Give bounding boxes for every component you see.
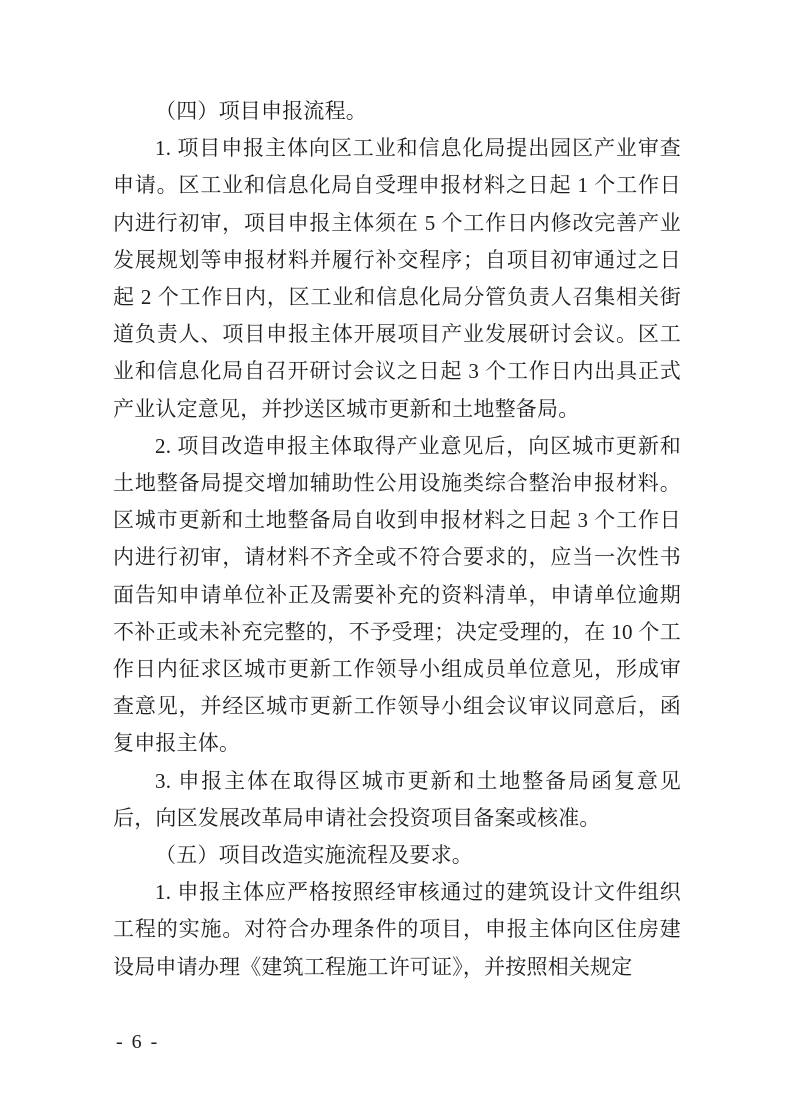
paragraph-renovation-declaration: 2. 项目改造申报主体取得产业意见后，向区城市更新和土地整备局提交增加辅助性公用设施类综合整治申报材料。区城市更新和土地整备局自收到申报材料之日起 3 个工作日内进行初审，请材料不齐全或不符合要求的，应当一次性书面告知申请单位补正及需要补充的资料清单，申请单位逾期不补正或未补充完整的，不予受理；决定受理的，在 10 个工作日内征求区城市更新工作领导小组成员单位意见，形成审查意见，并经区城市更新工作领导小组会议审议同意后，函复申报主体。: [113, 433, 681, 756]
section-heading-4: （四）项目申报流程。: [155, 99, 367, 123]
section-heading-5: （五）项目改造实施流程及要求。: [155, 843, 473, 868]
page-number: - 6 -: [116, 1031, 160, 1053]
paragraph-application-review: 1. 项目申报主体向区工业和信息化局提出园区产业审查申请。区工业和信息化局自受理申报材料之日起 1 个工作日内进行初审，项目申报主体须在 5 个工作日内修改完善产业发展规划等申报材料并履行补交程序；自项目初审通过之日起 2 个工作日内，区工业和信息化局分管负责人召集相关街道负责人、项目申报主体开展项目产业发展研讨会议。区工业和信息化局自召开研讨会议之日起 3 个工作日内出具正式产业认定意见，并抄送区城市更新和土地整备局。: [113, 136, 681, 421]
document-body: [113, 93, 681, 986]
paragraph-implementation-requirements: 1. 申报主体应严格按照经审核通过的建筑设计文件组织工程的实施。对符合办理条件的项目，申报主体向区住房建设局申请办理《建筑工程施工许可证》，并按照相关规定: [113, 880, 681, 979]
paragraph-project-filing: 3. 申报主体在取得区城市更新和土地整备局函复意见后，向区发展改革局申请社会投资项目备案或核准。: [113, 768, 681, 830]
